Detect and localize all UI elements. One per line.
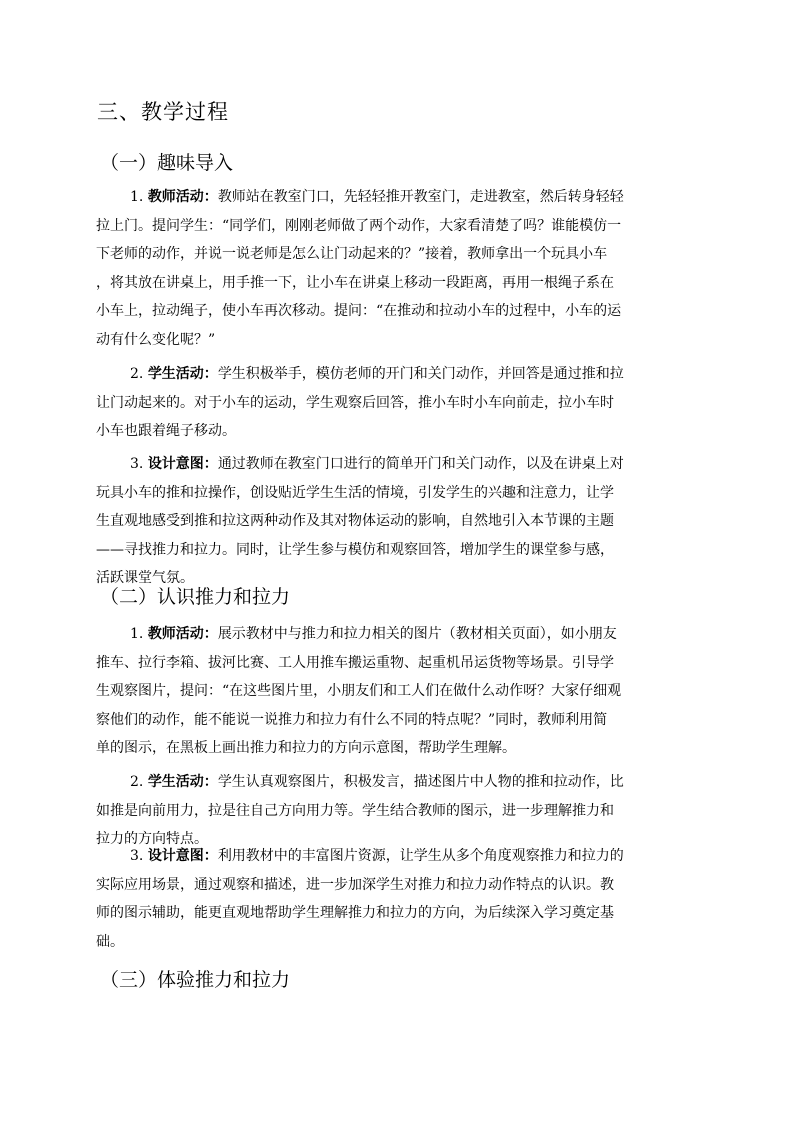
- item-number: 1.: [130, 626, 144, 642]
- item-label: 设计意图：: [147, 848, 218, 864]
- paragraph-line: 动有什么变化呢？”: [96, 331, 216, 348]
- paragraph: [96, 620, 698, 763]
- paragraph-line: [96, 360, 698, 389]
- paragraph: [96, 768, 698, 854]
- paragraph-line: ，将其放在讲桌上，用手推一下，让小车在讲桌上移动一段距离，再用一根绳子系在: [96, 274, 614, 291]
- item-number: 2.: [130, 366, 144, 382]
- paragraph-line: 实际应用场景，通过观察和描述，进一步加深学生对推力和拉力动作特点的认识。教: [96, 876, 614, 893]
- paragraph-line: 察他们的动作，能不能说一说推力和拉力有什么不同的特点呢？”同时，教师利用简: [96, 711, 608, 728]
- paragraph: [96, 842, 698, 956]
- item-label: 设计意图：: [147, 456, 218, 472]
- paragraph-line: 如推是向前用力，拉是往自己方向用力等。学生结合教师的图示，进一步理解推力和: [96, 802, 614, 819]
- paragraph-line: ——寻找推力和拉力。同时，让学生参与模仿和观察回答，增加学生的课堂参与感，: [96, 541, 614, 558]
- paragraph-line: 生直观地感受到推和拉这两种动作及其对物体运动的影响，自然地引入本节课的主题: [96, 513, 614, 529]
- paragraph-line: 拉力的方向特点。: [96, 831, 208, 847]
- section-title-1: （一）趣味导入: [100, 152, 234, 174]
- paragraph-line: 师的图示辅助，能更直观地帮助学生理解推力和拉力的方向，为后续深入学习奠定基: [96, 905, 614, 921]
- item-label: 学生活动：: [147, 774, 218, 790]
- item-label: 教师活动：: [147, 189, 218, 205]
- item-label: 学生活动：: [147, 366, 218, 382]
- paragraph-line: 活跃课堂气氛。: [96, 570, 194, 586]
- paragraph: [96, 450, 698, 593]
- line-text: 利用教材中的丰富图片资源，让学生从多个角度观察推力和拉力的: [217, 848, 624, 864]
- paragraph-line: 生观察图片，提问：“在这些图片里，小朋友们和工人们在做什么动作呀？大家仔细观: [96, 683, 622, 699]
- paragraph-line: 玩具小车的推和拉操作，创设贴近学生生活的情境，引发学生的兴趣和注意力，让学: [96, 484, 614, 501]
- paragraph-line: [96, 183, 698, 212]
- paragraph-line: [96, 620, 698, 649]
- paragraph-line: 础。: [96, 933, 124, 950]
- line-text: 学生认真观察图片，积极发言，描述图片中人物的推和拉动作，比: [217, 774, 624, 790]
- item-number: 3.: [130, 456, 144, 472]
- paragraph-line: [96, 450, 698, 479]
- item-number: 3.: [130, 848, 144, 864]
- paragraph-line: 拉上门。提问学生：“同学们，刚刚老师做了两个动作，大家看清楚了吗？谁能模仿一: [96, 217, 622, 234]
- section-title-2: （二）认识推力和拉力: [100, 586, 291, 608]
- item-label: 教师活动：: [147, 626, 218, 642]
- page-heading: 三、教学过程: [97, 100, 229, 124]
- section-title-3: （三）体验推力和拉力: [100, 969, 291, 991]
- paragraph-line: 推车、拉行李箱、拔河比赛、工人用推车搬运重物、起重机吊运货物等场景。引导学: [96, 654, 614, 671]
- paragraph-line: 让门动起来的。对于小车的运动，学生观察后回答，推小车时小车向前走，拉小车时: [96, 394, 614, 411]
- paragraph-line: 单的图示，在黑板上画出推力和拉力的方向示意图，帮助学生理解。: [96, 740, 516, 756]
- paragraph-line: [96, 842, 698, 871]
- line-text: 展示教材中与推力和拉力相关的图片（教材相关页面），如小朋友: [217, 626, 617, 642]
- paragraph-line: 小车上，拉动绳子，使小车再次移动。提问：“在推动和拉动小车的过程中，小车的运: [96, 303, 622, 319]
- paragraph-line: 下老师的动作，并说一说老师是怎么让门动起来的？”接着，教师拿出一个玩具小车: [96, 246, 608, 262]
- paragraph: [96, 360, 698, 446]
- line-text: 通过教师在教室门口进行的简单开门和关门动作，以及在讲桌上对: [217, 456, 624, 472]
- line-text: 学生积极举手，模仿老师的开门和关门动作，并回答是通过推和拉: [217, 366, 624, 382]
- paragraph-line: [96, 768, 698, 797]
- line-text: 教师站在教室门口，先轻轻推开教室门，走进教室，然后转身轻轻: [217, 189, 624, 205]
- item-number: 2.: [130, 774, 144, 790]
- paragraph: [96, 183, 698, 354]
- item-number: 1.: [130, 189, 144, 205]
- paragraph-line: 小车也跟着绳子移动。: [96, 423, 236, 439]
